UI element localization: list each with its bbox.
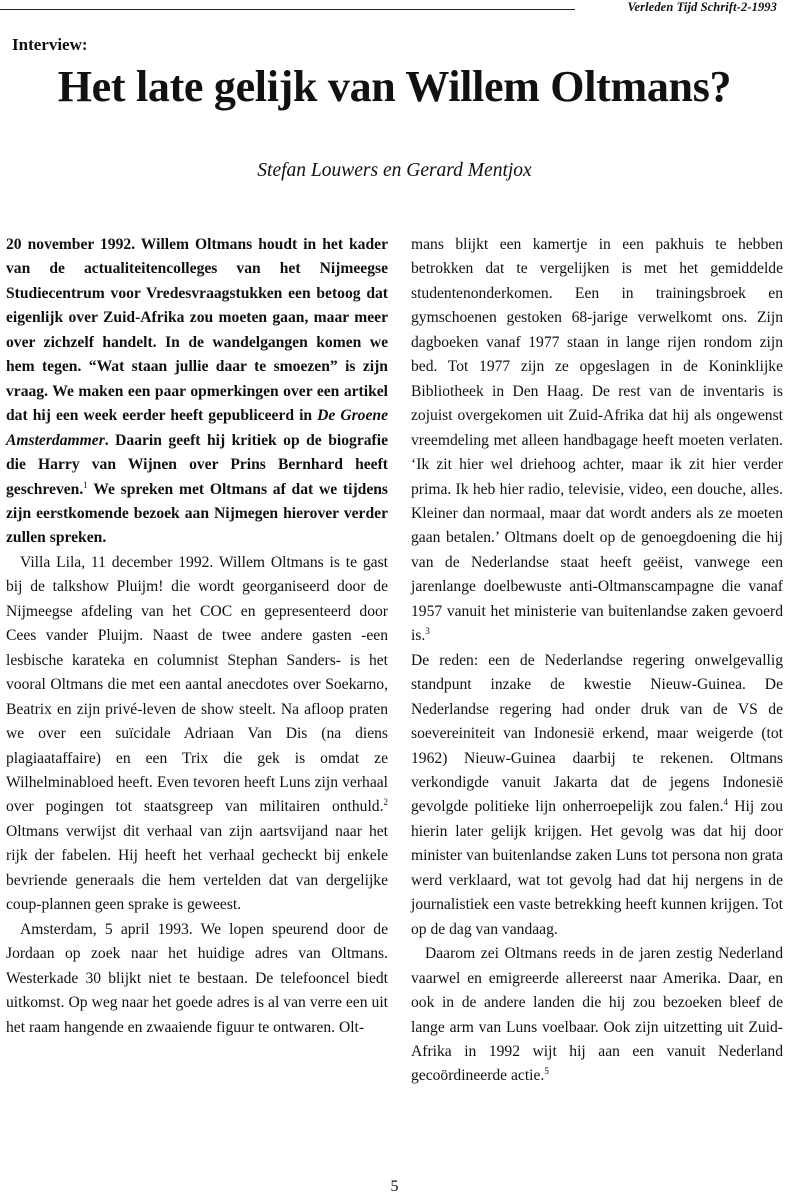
article-authors: Stefan Louwers en Gerard Mentjox <box>257 160 532 181</box>
footnote-ref-2[interactable]: 2 <box>383 797 388 808</box>
page-number: 5 <box>390 1178 399 1195</box>
paragraph-kamertje <box>411 233 783 649</box>
paragraph-text: mans blijkt een kamertje in een pakhuis te hebben betrokken dat te vergelijken is met het gemiddelde studentenonderkomen. Een in trainingsbroek en gymschoenen gestoken 68-jarige verwelkomt ons. Zijn dagboeken vanaf 1977 staan in lange rijen rondom zijn bed. Tot 1977 zijn ze opgeslagen in de Koninklijke Bibliotheek in Den Haag. De rest van de inventaris is zojuist overgekomen uit Zuid-Afrika dat hij als ongewenst vreemdeling met alleen handbagage heeft moeten verlaten. ‘Ik zit hier wel driehoog achter, maar ik zit hier verder prima. Ik heb hier radio, televisie, video, een douche, alles. Kleiner dan normaal, maar dat wordt anders als ze moeten gaan betalen.’ Oltmans doelt op de genoegdoening die hij van de Nederlandse staat heeft geëist, vanwege een jarenlange doelbewuste anti-Oltmanscampagne die vanaf 1957 vanuit het ministerie van buitenlandse zaken gevoerd is. <box>411 236 783 645</box>
article-title: Het late gelijk van Willem Oltmans? <box>57 62 732 111</box>
lead-paragraph <box>6 233 388 551</box>
left-column <box>6 233 388 1040</box>
lead-text-3: We spreken met Oltmans af dat we tijdens zijn eerstkomende bezoek aan Nijmegen hierover verder zullen spreken. <box>6 480 388 547</box>
lead-text-2: . Daarin geeft hij kritiek op de biografie die Harry van Wijnen over Prins Bernhard heeft geschreven. <box>6 431 388 498</box>
lead-text: 20 november 1992. Willem Oltmans houdt in het kader van de actualiteitencolleges van het Nijmeegse Studiecentrum voor Vredesvraagstukken een betoog dat eigenlijk over Zuid-Afrika zou moeten gaan, maar meer over zichzelf handelt. In de wandelgangen komen we hem tegen. “Wat staan jullie daar te smoezen” is zijn vraag. We maken een paar opmerkingen over een artikel dat hij een week eerder heeft gepubliceerd in <box>6 236 388 425</box>
footnote-ref-5[interactable]: 5 <box>544 1066 549 1077</box>
right-column <box>411 233 783 1089</box>
footnote-ref-4[interactable]: 4 <box>723 797 728 808</box>
paragraph-villa-lila <box>6 551 388 918</box>
paragraph-reden <box>411 649 783 942</box>
running-head: Verleden Tijd Schrift-2-1993 <box>627 0 777 14</box>
paragraph-text-cont: Oltmans verwijst dit verhaal van zijn aartsvijand naar het rijk der fabelen. Hij heeft het verhaal gecheckt bij enkele bevriende generaals die hem vertelden dat van dergelijke coup-plannen geen sprake is geweest. <box>6 822 388 914</box>
paragraph-amsterdam: Amsterdam, 5 april 1993. We lopen speurend door de Jordaan op zoek naar het huidige adres van Oltmans. Westerkade 30 blijkt niet te bestaan. De telefooncel biedt uitkomst. Op weg naar het goede adres is al van verre een uit het raam hangende en zwaaiende figuur te ontwaren. Olt- <box>6 920 388 1036</box>
lead-italic: De Groene Amsterdammer <box>6 407 388 449</box>
footnote-ref-3[interactable]: 3 <box>425 626 430 637</box>
paragraph-text: Villa Lila, 11 december 1992. Willem Oltmans is te gast bij de talkshow Pluijm! die wordt georganiseerd door de Nijmeegse afdeling van het COC en gepresenteerd door Cees vander Pluijm. Naast de twee andere gasten -een lesbische karateka en columnist Stephan Sanders- is het vooral Oltmans die met een aantal anecdotes over Soekarno, Beatrix en zijn privé-leven de show steelt. Na afloop praten we over een suïcidale Adriaan Van Dis (na diens plagiaataffaire) en een Trix die gek is omdat ze Wilhelminabloed heeft. Even tevoren heeft Luns zijn verhaal over pogingen tot staatsgreep van militairen onthuld. <box>6 553 388 816</box>
paragraph-daarom <box>411 942 783 1089</box>
header-rule <box>0 9 575 10</box>
paragraph-text-cont: Hij zou hierin later gelijk krijgen. Het gevolg was dat hij door minister van buitenlandse zaken Luns tot persona non grata werd verklaard, wat tot gevolg had dat hij nergens in de journalistiek een vaste betrekking heeft kunnen krijgen. Tot op de dag van vandaag. <box>411 798 783 938</box>
footnote-ref-1[interactable]: 1 <box>83 479 88 490</box>
paragraph-text: Daarom zei Oltmans reeds in de jaren zestig Nederland vaarwel en emigreerde allereerst naar Amerika. Daar, en ook in de andere landen die hij zou bezoeken bleef de lange arm van Luns voelbaar. Ook zijn uitzetting uit Zuid-Afrika in 1992 wijt hij aan een vanuit Nederland gecoördineerde actie. <box>411 945 783 1085</box>
article-kicker: Interview: <box>12 35 88 54</box>
paragraph-text: De reden: een de Nederlandse regering onwelgevallig standpunt inzake de kwestie Nieuw-Guinea. De Nederlandse regering had onder druk van de VS de soevereiniteit van Indonesië erkend, maar weigerde (tot 1962) Nieuw-Guinea daarbij te rekenen. Oltmans verkondigde vanuit Jakarta dat de jegens Indonesië gevolgde politieke lijn onherroepelijk zou falen. <box>411 651 783 816</box>
